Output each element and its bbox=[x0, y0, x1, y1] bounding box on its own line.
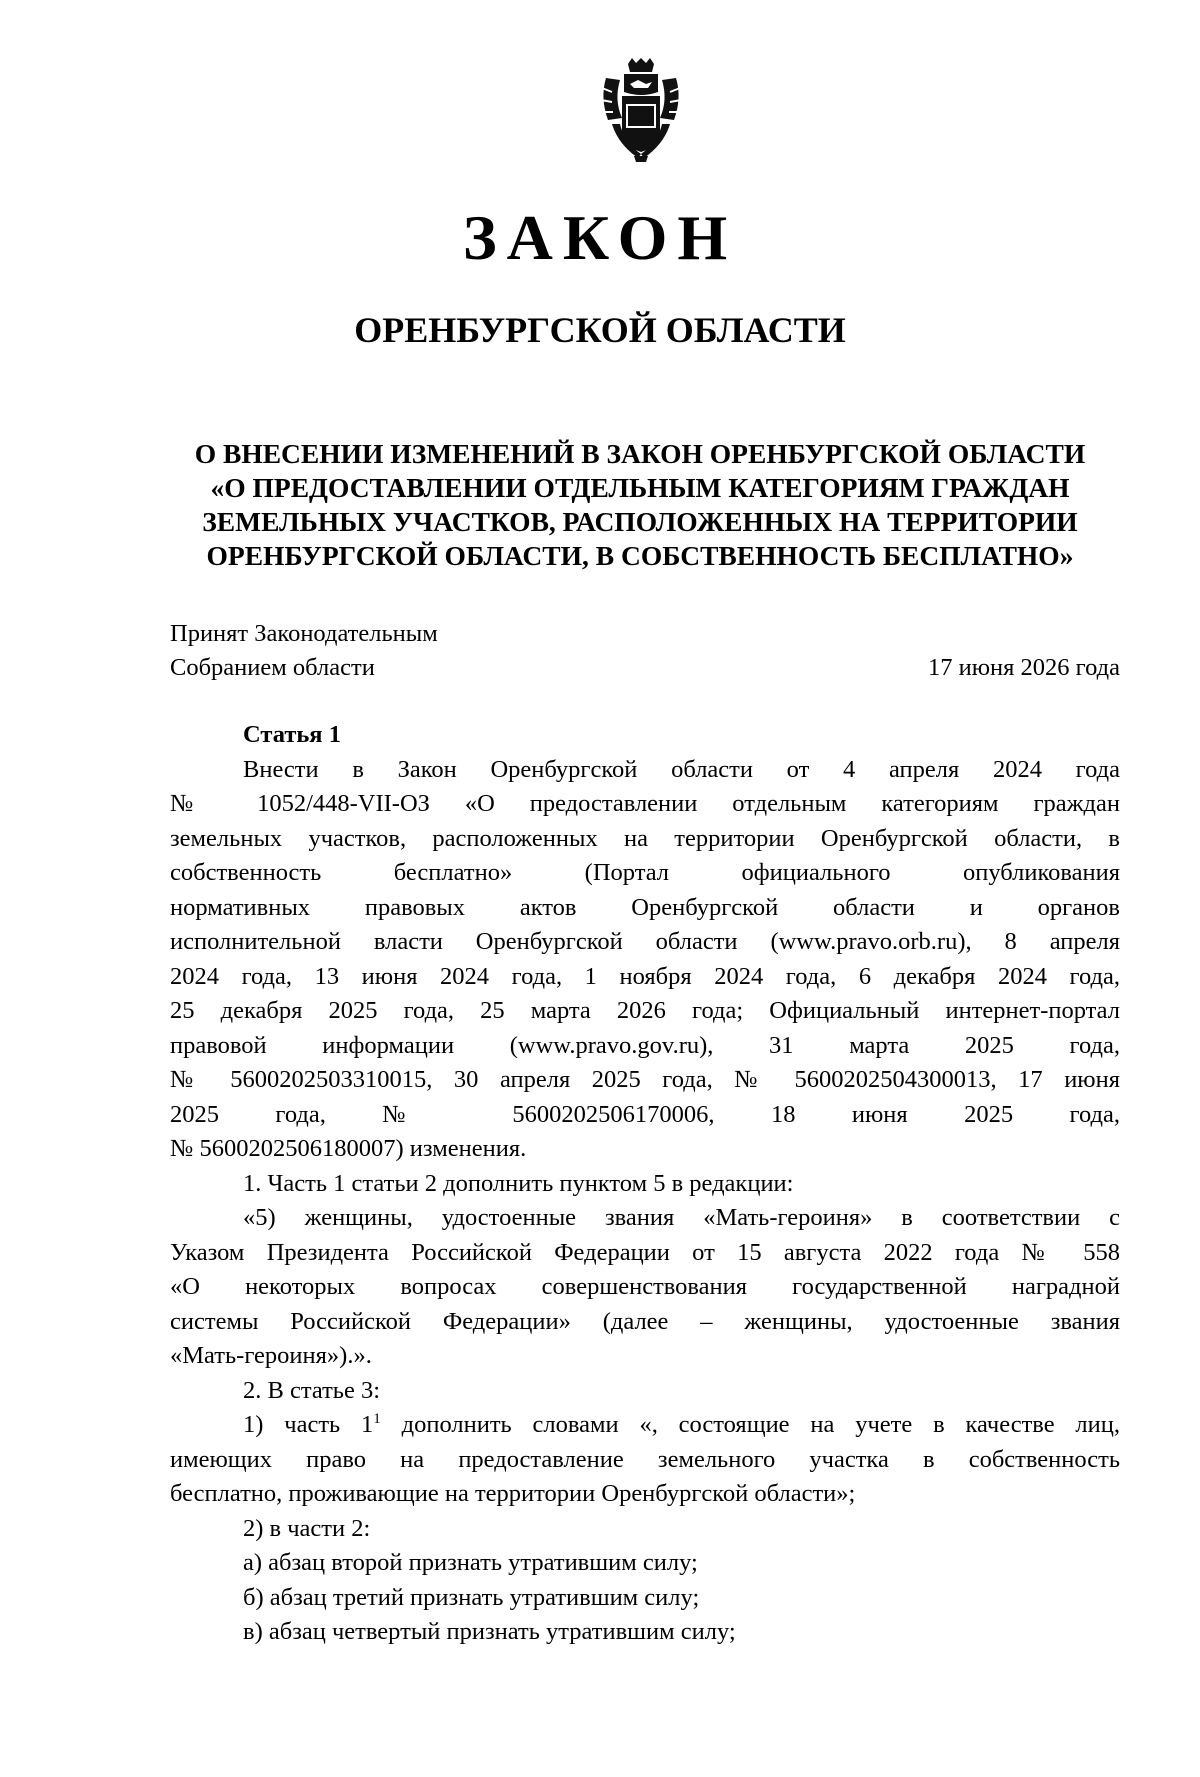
text-line: имеющих право на предоставление земельного участка в собственность bbox=[170, 1445, 1120, 1473]
quote-line: Указом Президента Российской Федерации от 15 августа 2022 года № 558 bbox=[170, 1238, 1120, 1266]
law-name bbox=[160, 437, 1120, 573]
quote-line: «О некоторых вопросах совершенствования государственной наградной bbox=[170, 1273, 1120, 1300]
subitem-1-prefix: 1) часть 1 bbox=[243, 1411, 374, 1438]
text-line: Внести в Закон Оренбургской области от 4 апреля 2024 года bbox=[243, 755, 1120, 783]
article-heading: Статья 1 bbox=[243, 721, 341, 748]
article-body bbox=[170, 718, 1120, 1650]
text-line: № 1052/448-VII-ОЗ «О предоставлении отдельным категориям граждан bbox=[170, 790, 1120, 817]
text-line: нормативных правовых актов Оренбургской области и органов bbox=[170, 893, 1120, 921]
subitem-b: б) абзац третий признать утратившим силу; bbox=[243, 1583, 700, 1611]
adoption-line-2: Собранием области bbox=[170, 654, 375, 681]
item-1: 1. Часть 1 статьи 2 дополнить пунктом 5 в редакции: bbox=[243, 1169, 794, 1197]
document-title: ЗАКОН bbox=[462, 202, 738, 273]
adoption-date: 17 июня 2026 года bbox=[928, 654, 1120, 681]
subitem-1-rest: дополнить словами «, состоящие на учете в качестве лиц, bbox=[380, 1411, 1120, 1438]
text-line: № 5600202506180007) изменения. bbox=[170, 1135, 527, 1162]
text-line: № 5600202503310015, 30 апреля 2025 года, № 5600202504300013, 17 июня bbox=[170, 1066, 1120, 1093]
text-line: 2025 года, № 5600202506170006, 18 июня 2025 года, bbox=[170, 1100, 1120, 1128]
quote-line: «5) женщины, удостоенные звания «Мать-героиня» в соответствии с bbox=[243, 1204, 1120, 1231]
document-subtitle: ОРЕНБУРГСКОЙ ОБЛАСТИ bbox=[354, 310, 846, 350]
text-line: земельных участков, расположенных на территории Оренбургской области, в bbox=[170, 824, 1120, 852]
quote-line: системы Российской Федерации» (далее – женщины, удостоенные звания bbox=[170, 1307, 1120, 1335]
text-line: правовой информации (www.pravo.gov.ru), 31 марта 2025 года, bbox=[170, 1031, 1120, 1059]
adoption-line-1: Принят Законодательным bbox=[170, 620, 438, 647]
text-line: 25 декабря 2025 года, 25 марта 2026 года; Официальный интернет-портал bbox=[170, 997, 1120, 1024]
coat-of-arms-emblem bbox=[598, 58, 684, 162]
law-name-line: О ВНЕСЕНИИ ИЗМЕНЕНИЙ В ЗАКОН ОРЕНБУРГСКОЙ ОБЛАСТИ bbox=[194, 438, 1086, 469]
subitem-2: 2) в части 2: bbox=[243, 1514, 371, 1542]
text-line: собственность бесплатно» (Портал официального опубликования bbox=[170, 859, 1120, 886]
law-name-line: ОРЕНБУРГСКОЙ ОБЛАСТИ, В СОБСТВЕННОСТЬ БЕСПЛАТНО» bbox=[206, 540, 1074, 571]
quote-line: «Мать-героиня»).». bbox=[170, 1342, 372, 1369]
item-2: 2. В статье 3: bbox=[243, 1376, 381, 1404]
subitem-a: а) абзац второй признать утратившим силу; bbox=[243, 1549, 698, 1576]
superscript: 1 bbox=[373, 1411, 381, 1427]
law-name-line: ЗЕМЕЛЬНЫХ УЧАСТКОВ, РАСПОЛОЖЕННЫХ НА ТЕРРИТОРИИ bbox=[202, 506, 1078, 537]
text-line: бесплатно, проживающие на территории Оренбургской области»; bbox=[170, 1480, 856, 1507]
adoption-block bbox=[170, 617, 1120, 685]
subitem-c: в) абзац четвертый признать утратившим силу; bbox=[243, 1618, 736, 1645]
text-line: 2024 года, 13 июня 2024 года, 1 ноября 2024 года, 6 декабря 2024 года, bbox=[170, 962, 1120, 990]
text-line: исполнительной власти Оренбургской области (www.pravo.orb.ru), 8 апреля bbox=[170, 928, 1120, 955]
subitem-1 bbox=[170, 1408, 1120, 1443]
law-name-line: «О ПРЕДОСТАВЛЕНИИ ОТДЕЛЬНЫМ КАТЕГОРИЯМ ГРАЖДАН bbox=[210, 472, 1070, 503]
